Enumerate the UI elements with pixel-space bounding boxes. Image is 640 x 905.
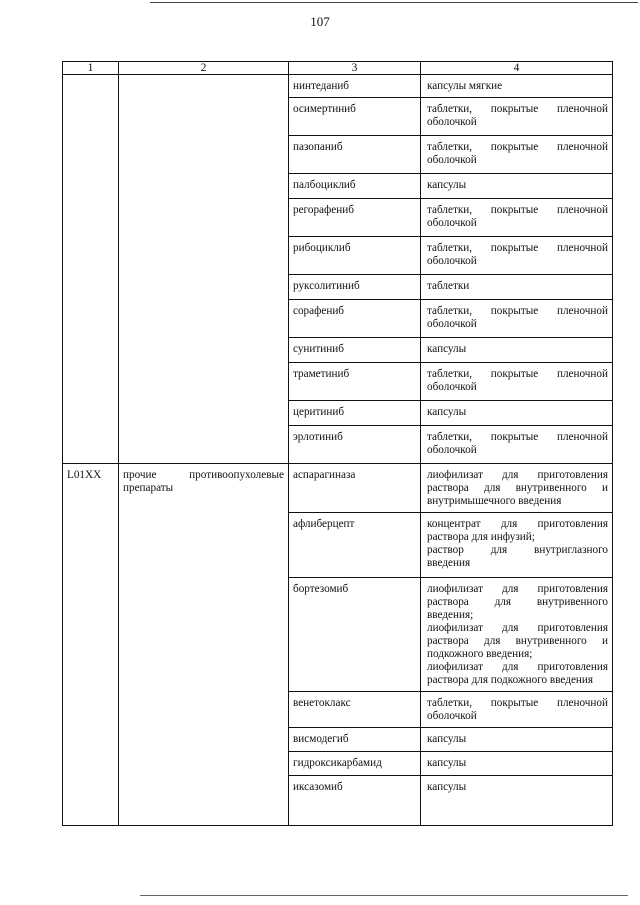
dosage-form-line: оболочкой bbox=[427, 255, 477, 267]
drug-list-table bbox=[62, 61, 613, 826]
dosage-form-line: лиофилизат для приготовления bbox=[427, 622, 608, 634]
drug-name-cell: аспарагиназа bbox=[289, 464, 421, 513]
column-header-2: 2 bbox=[119, 62, 289, 75]
dosage-form-line: таблетки, покрытые пленочной bbox=[427, 697, 608, 709]
dosage-form-line: таблетки, покрытые пленочной bbox=[427, 141, 608, 153]
page-number: 107 bbox=[310, 14, 330, 29]
dosage-form-line: таблетки, покрытые пленочной bbox=[427, 305, 608, 317]
drug-name-cell: эрлотиниб bbox=[289, 426, 421, 464]
dosage-form-line: введения bbox=[427, 557, 471, 569]
dosage-form-line: таблетки, покрытые пленочной bbox=[427, 204, 608, 216]
scan-edge-line-top bbox=[150, 2, 638, 3]
dosage-form-cell bbox=[421, 513, 613, 578]
dosage-form-cell bbox=[421, 174, 613, 199]
dosage-form-line: оболочкой bbox=[427, 381, 477, 393]
dosage-form-cell bbox=[421, 75, 613, 98]
column-header-4: 4 bbox=[421, 62, 613, 75]
dosage-form-cell bbox=[421, 776, 613, 826]
dosage-form-cell bbox=[421, 426, 613, 464]
dosage-form-line: лиофилизат для приготовления bbox=[427, 661, 608, 673]
dosage-form-line: концентрат для приготовления bbox=[427, 518, 608, 530]
dosage-form-cell bbox=[421, 199, 613, 237]
dosage-form-line: капсулы bbox=[427, 343, 467, 355]
drug-name-cell: бортезомиб bbox=[289, 578, 421, 692]
dosage-form-line: раствора для подкожного введения bbox=[427, 674, 594, 686]
dosage-form-cell bbox=[421, 692, 613, 728]
dosage-form-line: оболочкой bbox=[427, 154, 477, 166]
dosage-form-line: капсулы мягкие bbox=[427, 80, 503, 92]
drug-name-cell: нинтеданиб bbox=[289, 75, 421, 98]
drug-name-cell: церитиниб bbox=[289, 401, 421, 426]
dosage-form-line: внутримышечного введения bbox=[427, 495, 562, 507]
dosage-form-cell bbox=[421, 275, 613, 300]
column-header-1: 1 bbox=[63, 62, 119, 75]
dosage-form-cell bbox=[421, 401, 613, 426]
dosage-form-cell bbox=[421, 578, 613, 692]
column-header-3: 3 bbox=[289, 62, 421, 75]
drug-name-cell: сунитиниб bbox=[289, 338, 421, 363]
dosage-form-line: оболочкой bbox=[427, 217, 477, 229]
dosage-form-cell bbox=[421, 728, 613, 752]
dosage-form-line: оболочкой bbox=[427, 318, 477, 330]
dosage-form-line: таблетки, покрытые пленочной bbox=[427, 431, 608, 443]
drug-name-cell: пазопаниб bbox=[289, 136, 421, 174]
dosage-form-line: лиофилизат для приготовления bbox=[427, 583, 608, 595]
table-body bbox=[63, 75, 613, 826]
dosage-form-line: оболочкой bbox=[427, 710, 477, 722]
dosage-form-line: капсулы bbox=[427, 733, 467, 745]
dosage-form-line: капсулы bbox=[427, 781, 467, 793]
dosage-form-line: оболочкой bbox=[427, 444, 477, 456]
group-name-cell bbox=[119, 464, 289, 826]
dosage-form-cell bbox=[421, 300, 613, 338]
table-row bbox=[63, 75, 613, 98]
drug-name-cell: иксазомиб bbox=[289, 776, 421, 826]
scan-edge-line-bottom bbox=[140, 895, 628, 896]
dosage-form-line: лиофилизат для приготовления bbox=[427, 469, 608, 481]
drug-name-cell: регорафениб bbox=[289, 199, 421, 237]
dosage-form-line: раствора для инфузий; bbox=[427, 531, 535, 543]
drug-name-cell: венетоклакс bbox=[289, 692, 421, 728]
drug-name-cell: руксолитиниб bbox=[289, 275, 421, 300]
dosage-form-line: введения; bbox=[427, 609, 474, 621]
drug-name-cell: гидроксикарбамид bbox=[289, 752, 421, 776]
dosage-form-line: таблетки bbox=[427, 280, 470, 292]
dosage-form-line: раствора для внутривенного и bbox=[427, 482, 608, 494]
dosage-form-line: раствор для внутриглазного bbox=[427, 544, 608, 556]
drug-name-cell: траметиниб bbox=[289, 363, 421, 401]
dosage-form-line: капсулы bbox=[427, 179, 467, 191]
dosage-form-line: таблетки, покрытые пленочной bbox=[427, 368, 608, 380]
drug-name-cell: осимертиниб bbox=[289, 98, 421, 136]
dosage-form-line: таблетки, покрытые пленочной bbox=[427, 103, 608, 115]
drug-name-cell: палбоциклиб bbox=[289, 174, 421, 199]
dosage-form-cell bbox=[421, 136, 613, 174]
dosage-form-line: капсулы bbox=[427, 757, 467, 769]
dosage-form-line: раствора для внутривенного bbox=[427, 596, 608, 608]
dosage-form-cell bbox=[421, 338, 613, 363]
drug-name-cell: рибоциклиб bbox=[289, 237, 421, 275]
dosage-form-line: капсулы bbox=[427, 406, 467, 418]
atc-code-cell: L01XX bbox=[63, 464, 119, 826]
group-name-line: прочие противоопухолевые bbox=[123, 469, 284, 481]
dosage-form-line: таблетки, покрытые пленочной bbox=[427, 242, 608, 254]
table-row bbox=[63, 464, 613, 513]
dosage-form-cell bbox=[421, 363, 613, 401]
dosage-form-line: оболочкой bbox=[427, 116, 477, 128]
group-name-cell bbox=[119, 75, 289, 464]
drug-name-cell: афлиберцепт bbox=[289, 513, 421, 578]
drug-name-cell: висмодегиб bbox=[289, 728, 421, 752]
atc-code-cell bbox=[63, 75, 119, 464]
dosage-form-line: раствора для внутривенного и bbox=[427, 635, 608, 647]
dosage-form-cell bbox=[421, 464, 613, 513]
dosage-form-cell bbox=[421, 98, 613, 136]
table-header-row bbox=[63, 62, 613, 75]
dosage-form-cell bbox=[421, 752, 613, 776]
dosage-form-cell bbox=[421, 237, 613, 275]
dosage-form-line: подкожного введения; bbox=[427, 648, 533, 660]
drug-name-cell: сорафениб bbox=[289, 300, 421, 338]
group-name-line: препараты bbox=[123, 482, 174, 494]
